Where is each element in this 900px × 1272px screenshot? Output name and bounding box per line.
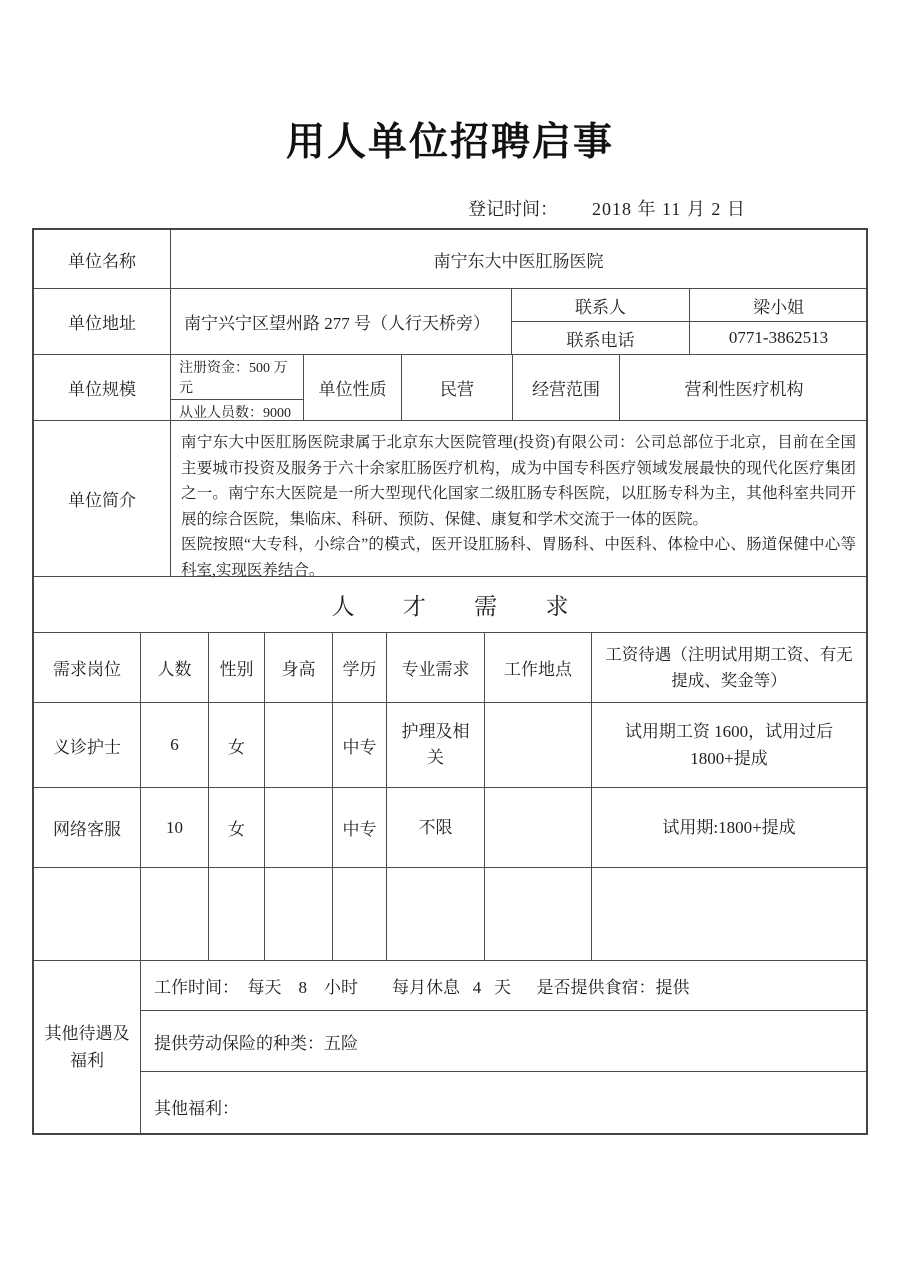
- header-height: 身高: [265, 633, 333, 702]
- company-name-value: 南宁东大中医肛肠医院: [433, 251, 604, 271]
- work-time-subrow: [141, 961, 866, 1011]
- benefits-detail-block: [141, 961, 866, 1133]
- location-cell: [485, 788, 592, 867]
- table-row: [34, 788, 866, 868]
- company-intro-paragraph-2: 医院按照“大专科，小综合”的模式，医开设肛肠科、胃肠科、中医科、体检中心、肠道保健中心等科室,实现医养结合。: [181, 536, 856, 579]
- header-salary: 工资待遇（注明试用期工资、有无提成、奖金等）: [605, 644, 853, 690]
- registered-capital-value: 注册资金：500 万元: [179, 361, 288, 396]
- header-gender: 性别: [209, 633, 265, 702]
- header-education: 学历: [333, 633, 387, 702]
- company-address-value: 南宁兴宁区望州路 277 号（人行天桥旁）: [171, 289, 512, 354]
- employee-count-value: 从业人员数：9000: [179, 406, 291, 421]
- registered-capital-subrow: [171, 355, 303, 400]
- headcount-cell: 6: [141, 703, 209, 787]
- talent-demand-banner-row: [34, 577, 866, 633]
- other-benefits-subrow: [141, 1072, 866, 1133]
- contact-phone-value: 0771-3862513: [728, 328, 829, 347]
- header-work-location: 工作地点: [485, 633, 592, 702]
- table-row: [34, 868, 866, 961]
- gender-cell: 女: [209, 703, 265, 787]
- salary-cell: [592, 868, 866, 960]
- business-scope-value: 营利性医疗机构: [684, 380, 804, 399]
- height-cell: [265, 703, 333, 787]
- major-cell: [387, 868, 485, 960]
- contact-person-value: 梁小姐: [753, 297, 804, 317]
- salary-cell: 试用期工资 1600，试用过后 1800+提成: [624, 722, 834, 768]
- contact-person-label: 联系人: [512, 289, 690, 321]
- company-address-row: [34, 289, 866, 355]
- salary-cell: 试用期:1800+提成: [662, 818, 796, 837]
- gender-cell: 女: [209, 788, 265, 867]
- insurance-text: 提供劳动保险的种类：五险: [154, 1033, 358, 1053]
- headcount-cell: [141, 868, 209, 960]
- talent-table-header-row: [34, 633, 866, 703]
- scale-detail-block: [171, 355, 304, 420]
- company-name-row: [34, 230, 866, 289]
- position-cell: [34, 868, 141, 960]
- major-cell: 不限: [387, 788, 485, 867]
- education-cell: [333, 868, 387, 960]
- work-time-text: 工作时间： 每天 8 小时 每月休息 4 天 是否提供食宿：提供: [154, 978, 690, 997]
- company-scale-label: 单位规模: [34, 355, 171, 420]
- position-cell: 网络客服: [34, 788, 141, 867]
- location-cell: [485, 703, 592, 787]
- registration-date-value: 2018 年 11 月 2 日: [592, 199, 746, 219]
- height-cell: [265, 868, 333, 960]
- education-cell: 中专: [333, 788, 387, 867]
- benefits-label: 其他待遇及福利: [34, 961, 141, 1133]
- talent-demand-banner: 人才需求: [331, 594, 617, 619]
- business-scope-label: 经营范围: [513, 355, 620, 420]
- company-intro-label: 单位简介: [34, 421, 171, 576]
- other-benefits-text: 其他福利：: [154, 1099, 239, 1118]
- company-nature-label: 单位性质: [304, 355, 402, 420]
- height-cell: [265, 788, 333, 867]
- location-cell: [485, 868, 592, 960]
- registration-date-line: [468, 194, 900, 224]
- contact-person-subrow: [512, 289, 867, 322]
- header-headcount: 人数: [141, 633, 209, 702]
- table-row: [34, 703, 866, 788]
- company-intro-row: [34, 421, 866, 577]
- benefits-section-row: [34, 961, 866, 1133]
- headcount-cell: 10: [141, 788, 209, 867]
- company-intro-text: [171, 421, 866, 579]
- insurance-subrow: [141, 1011, 866, 1072]
- contact-block: [512, 289, 867, 354]
- company-address-label: 单位地址: [34, 289, 171, 354]
- major-cell: 护理及相关: [387, 703, 485, 787]
- contact-phone-subrow: [512, 322, 867, 354]
- registration-date-label: 登记时间：: [468, 199, 558, 219]
- page-title: 用人单位招聘启事: [285, 121, 614, 164]
- company-intro-paragraph-1: 南宁东大中医肛肠医院隶属于北京东大医院管理(投资)有限公司：公司总部位于北京，目前在全国主要城市投资及服务于六十余家肛肠医疗机构，成为中国专科医疗领域发展最快的现代化医疗集团之一。南宁东大医院是一所大型现代化国家二级肛肠专科医院，以肛肠专科为主，其他科室共同开展的综合医院，集临床、科研、预防、保健、康复和学术交流于一体的医院。: [181, 434, 856, 528]
- contact-phone-label: 联系电话: [512, 322, 690, 354]
- position-cell: 义诊护士: [34, 703, 141, 787]
- recruitment-form-table: [32, 228, 868, 1135]
- education-cell: 中专: [333, 703, 387, 787]
- company-name-label: 单位名称: [34, 230, 171, 288]
- header-major: 专业需求: [387, 633, 485, 702]
- company-nature-value: 民营: [402, 355, 513, 420]
- gender-cell: [209, 868, 265, 960]
- header-position: 需求岗位: [34, 633, 141, 702]
- company-scale-row: [34, 355, 866, 421]
